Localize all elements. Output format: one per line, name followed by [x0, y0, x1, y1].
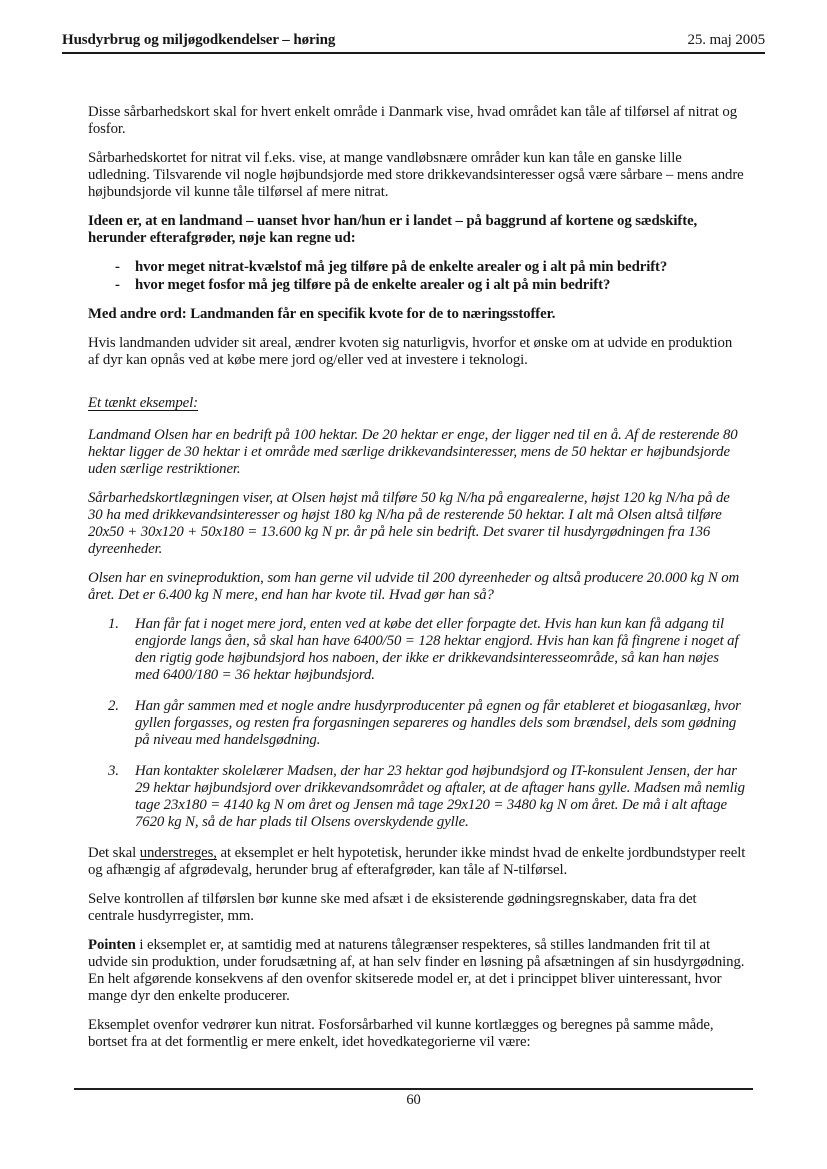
document-date: 25. maj 2005 [687, 32, 765, 48]
page-header [62, 32, 765, 54]
page-number: 60 [406, 1092, 421, 1108]
list-item [88, 763, 746, 831]
paragraph-intro-2: Sårbarhedskortet for nitrat vil f.eks. vise, at mange vandløbsnære områder kun kan tåle en ganske lille udledning. Tilsvarende vil nogle højbundsjorde med store drikkevandsinteresser også være sårbare – mens andre højbundsjorde vil kunne tåle tilførsel af mere nitrat. [88, 150, 744, 200]
list-item [88, 259, 746, 276]
paragraph-phosphorus: Eksemplet ovenfor vedrører kun nitrat. Fosforsårbarhed vil kunne kortlægges og beregnes på samme måde, bortset fra at det formentlig er mere enkelt, idet hovedkategorierne vil være: [88, 1017, 714, 1050]
example-paragraph-1: Landmand Olsen har en bedrift på 100 hektar. De 20 hektar er enge, der ligger ned til en å. Af de resterende 80 hektar ligger de 30 hektar i et område med særlige drikkevandsinteresser, mens de 50 hektar er højbundsjorde uden særlige restriktioner. [88, 427, 738, 477]
dash-list [88, 259, 746, 294]
list-item-text: hvor meget fosfor må jeg tilføre på de enkelte arealer og i alt på min bedrift? [135, 277, 611, 293]
list-item-text: hvor meget nitrat-kvælstof må jeg tilføre på de enkelte arealer og i alt på min bedrift? [135, 259, 668, 275]
page-footer [74, 1088, 753, 1109]
example-heading: Et tænkt eksempel: [88, 395, 198, 411]
disclaimer-rest: at eksemplet er helt hypotetisk, herunder ikke mindst hvad de enkelte jordbundstyper reelt og afhængig af afgrødevalg, herunder brug af efterafgrøder, kan tåle af N-tilførsel. [88, 845, 746, 878]
dash-marker: - [115, 277, 120, 293]
dash-marker: - [115, 259, 120, 275]
disclaimer-prefix: Det skal [88, 845, 140, 861]
paragraph-quota: Med andre ord: Landmanden får en specifik kvote for de to næringsstoffer. [88, 306, 556, 322]
list-item [88, 616, 746, 684]
number-marker: 2. [108, 698, 119, 714]
document-title: Husdyrbrug og miljøgodkendelser – høring [62, 32, 336, 48]
paragraph-disclaimer [88, 845, 746, 879]
list-item-text: Han kontakter skolelærer Madsen, der har 23 hektar god højbundsjord og IT-konsulent Jensen, der har 29 hektar højbundsjord over drikkevandsområdet og aftaler, at de aftager hans gylle. Madsen må nemlig tage 23x180 = 4140 kg N om året og Jensen må tage 29x120 = 3480 kg N om året. De må i alt aftage 7620 kg N, så de har plads til Olsens overskydende gylle. [135, 763, 745, 830]
number-marker: 3. [108, 763, 119, 779]
example-paragraph-3: Olsen har en svineproduktion, som han gerne vil udvide til 200 dyreenheder og altså producere 20.000 kg N om året. Det er 6.400 kg N mere, end han har kvote til. Hvad gør han så? [88, 570, 740, 603]
paragraph-idea: Ideen er, at en landmand – uanset hvor han/hun er i landet – på baggrund af kortene og sædskifte, herunder efterafgrøder, nøje kan regne ud: [88, 213, 698, 246]
paragraph-point [88, 937, 746, 1005]
list-item-text: Han går sammen med et nogle andre husdyrproducenter på egnen og får etableret et biogasanlæg, hvor gyllen forgasses, og resten fra forgasningen separeres og handles dels som brændsel, dels som gødning på niveau med handelsgødning. [135, 698, 741, 748]
paragraph-intro-1: Disse sårbarhedskort skal for hvert enkelt område i Danmark vise, hvad området kan tåle af tilførsel af nitrat og fosfor. [88, 104, 737, 137]
numbered-list [88, 616, 746, 831]
paragraph-control: Selve kontrollen af tilførslen bør kunne ske med afsæt i de eksisterende gødningsregnskaber, data fra det centrale husdyrregister, mm. [88, 891, 697, 924]
document-body [88, 104, 746, 1063]
example-paragraph-2: Sårbarhedskortlægningen viser, at Olsen højst må tilføre 50 kg N/ha på engarealerne, højst 120 kg N/ha på de 30 ha med drikkevandsinteresser og højst 180 kg N/ha på de resterende 50 hektar. I alt må Olsen altså tilføre 20x50 + 30x120 + 50x180 = 13.600 kg N pr. år på hele sin bedrift. Det svarer til husdyrgødningen fra 136 dyreenheder. [88, 490, 730, 557]
point-rest: i eksemplet er, at samtidig med at naturens tålegrænser respekteres, så stilles landmanden frit til at udvide sin produktion, under forudsætning af, at han selv finder en løsning på afsætningen af sin husdyrgødning. En helt afgørende konsekvens af den ovenfor skitserede model er, at det i princippet bliver uinteressant, hvor mange dyr den enkelte producerer. [88, 937, 745, 1004]
number-marker: 1. [108, 616, 119, 632]
disclaimer-underlined: understreges, [139, 845, 217, 861]
list-item-text: Han får fat i noget mere jord, enten ved at købe det eller forpagte det. Hvis han kun kan få adgang til engjorde langs åen, så skal han have 6400/50 = 128 hektar engjord. Hvis han kan få fingrene i noget af den rigtig gode højbundsjord hos naboen, der ikke er drikkevandsinteresseområde, så kan han nøjes med 6400/180 = 36 hektar højbundsjord. [135, 616, 739, 683]
list-item [88, 277, 746, 294]
list-item [88, 698, 746, 749]
point-bold: Pointen [88, 937, 136, 953]
paragraph-expand: Hvis landmanden udvider sit areal, ændrer kvoten sig naturligvis, hvorfor et ønske om at udvide en produktion af dyr kan opnås ved at købe mere jord og/eller ved at investere i teknologi. [88, 335, 733, 368]
